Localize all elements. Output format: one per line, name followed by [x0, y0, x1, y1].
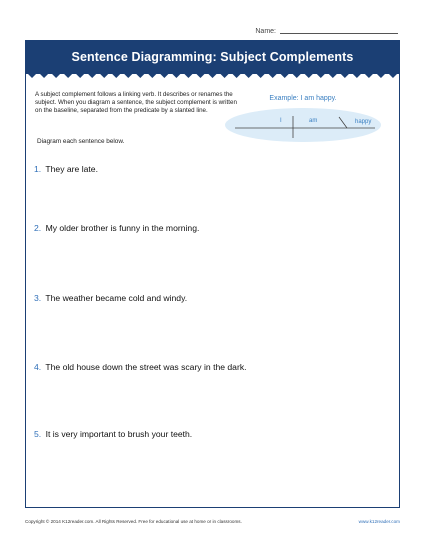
question-5	[34, 429, 192, 439]
title-banner	[26, 41, 399, 74]
question-3	[34, 293, 187, 303]
question-1	[34, 164, 98, 174]
question-4	[34, 362, 247, 372]
instructions: Diagram each sentence below.	[37, 138, 125, 145]
question-number: 1.	[34, 164, 42, 174]
copyright-text: Copyright © 2014 K12reader.com. All Rights Reserved. Free for educational use at home or in classrooms.	[25, 519, 242, 524]
question-text: It is very important to brush your teeth.	[45, 429, 193, 439]
question-text: The weather became cold and windy.	[45, 293, 188, 303]
example-verb: am	[309, 118, 318, 124]
name-label: Name:	[255, 28, 276, 35]
example-subject: I	[280, 118, 282, 124]
question-text: They are late.	[45, 164, 98, 174]
worksheet-frame	[25, 40, 400, 508]
question-number: 3.	[34, 293, 42, 303]
page-title: Sentence Diagramming: Subject Complements	[71, 50, 354, 64]
site-link[interactable]: www.k12reader.com	[358, 519, 400, 524]
question-number: 5.	[34, 429, 42, 439]
question-text: My older brother is funny in the morning.	[45, 223, 200, 233]
name-line[interactable]	[280, 33, 398, 34]
example-complement: happy	[355, 119, 372, 125]
example-label: Example: I am happy.	[269, 95, 337, 102]
name-field[interactable]	[255, 28, 398, 35]
question-text: The old house down the street was scary in the dark.	[45, 362, 247, 372]
intro-text: A subject complement follows a linking verb. It describes or renames the subject. When you diagram a sentence, the subject complement is written on the baseline, separated from the predicate by a slanted line.	[35, 91, 237, 115]
question-number: 4.	[34, 362, 42, 372]
zigzag-border	[26, 72, 399, 78]
question-number: 2.	[34, 223, 42, 233]
question-2	[34, 223, 199, 233]
example-diagram	[223, 95, 383, 147]
